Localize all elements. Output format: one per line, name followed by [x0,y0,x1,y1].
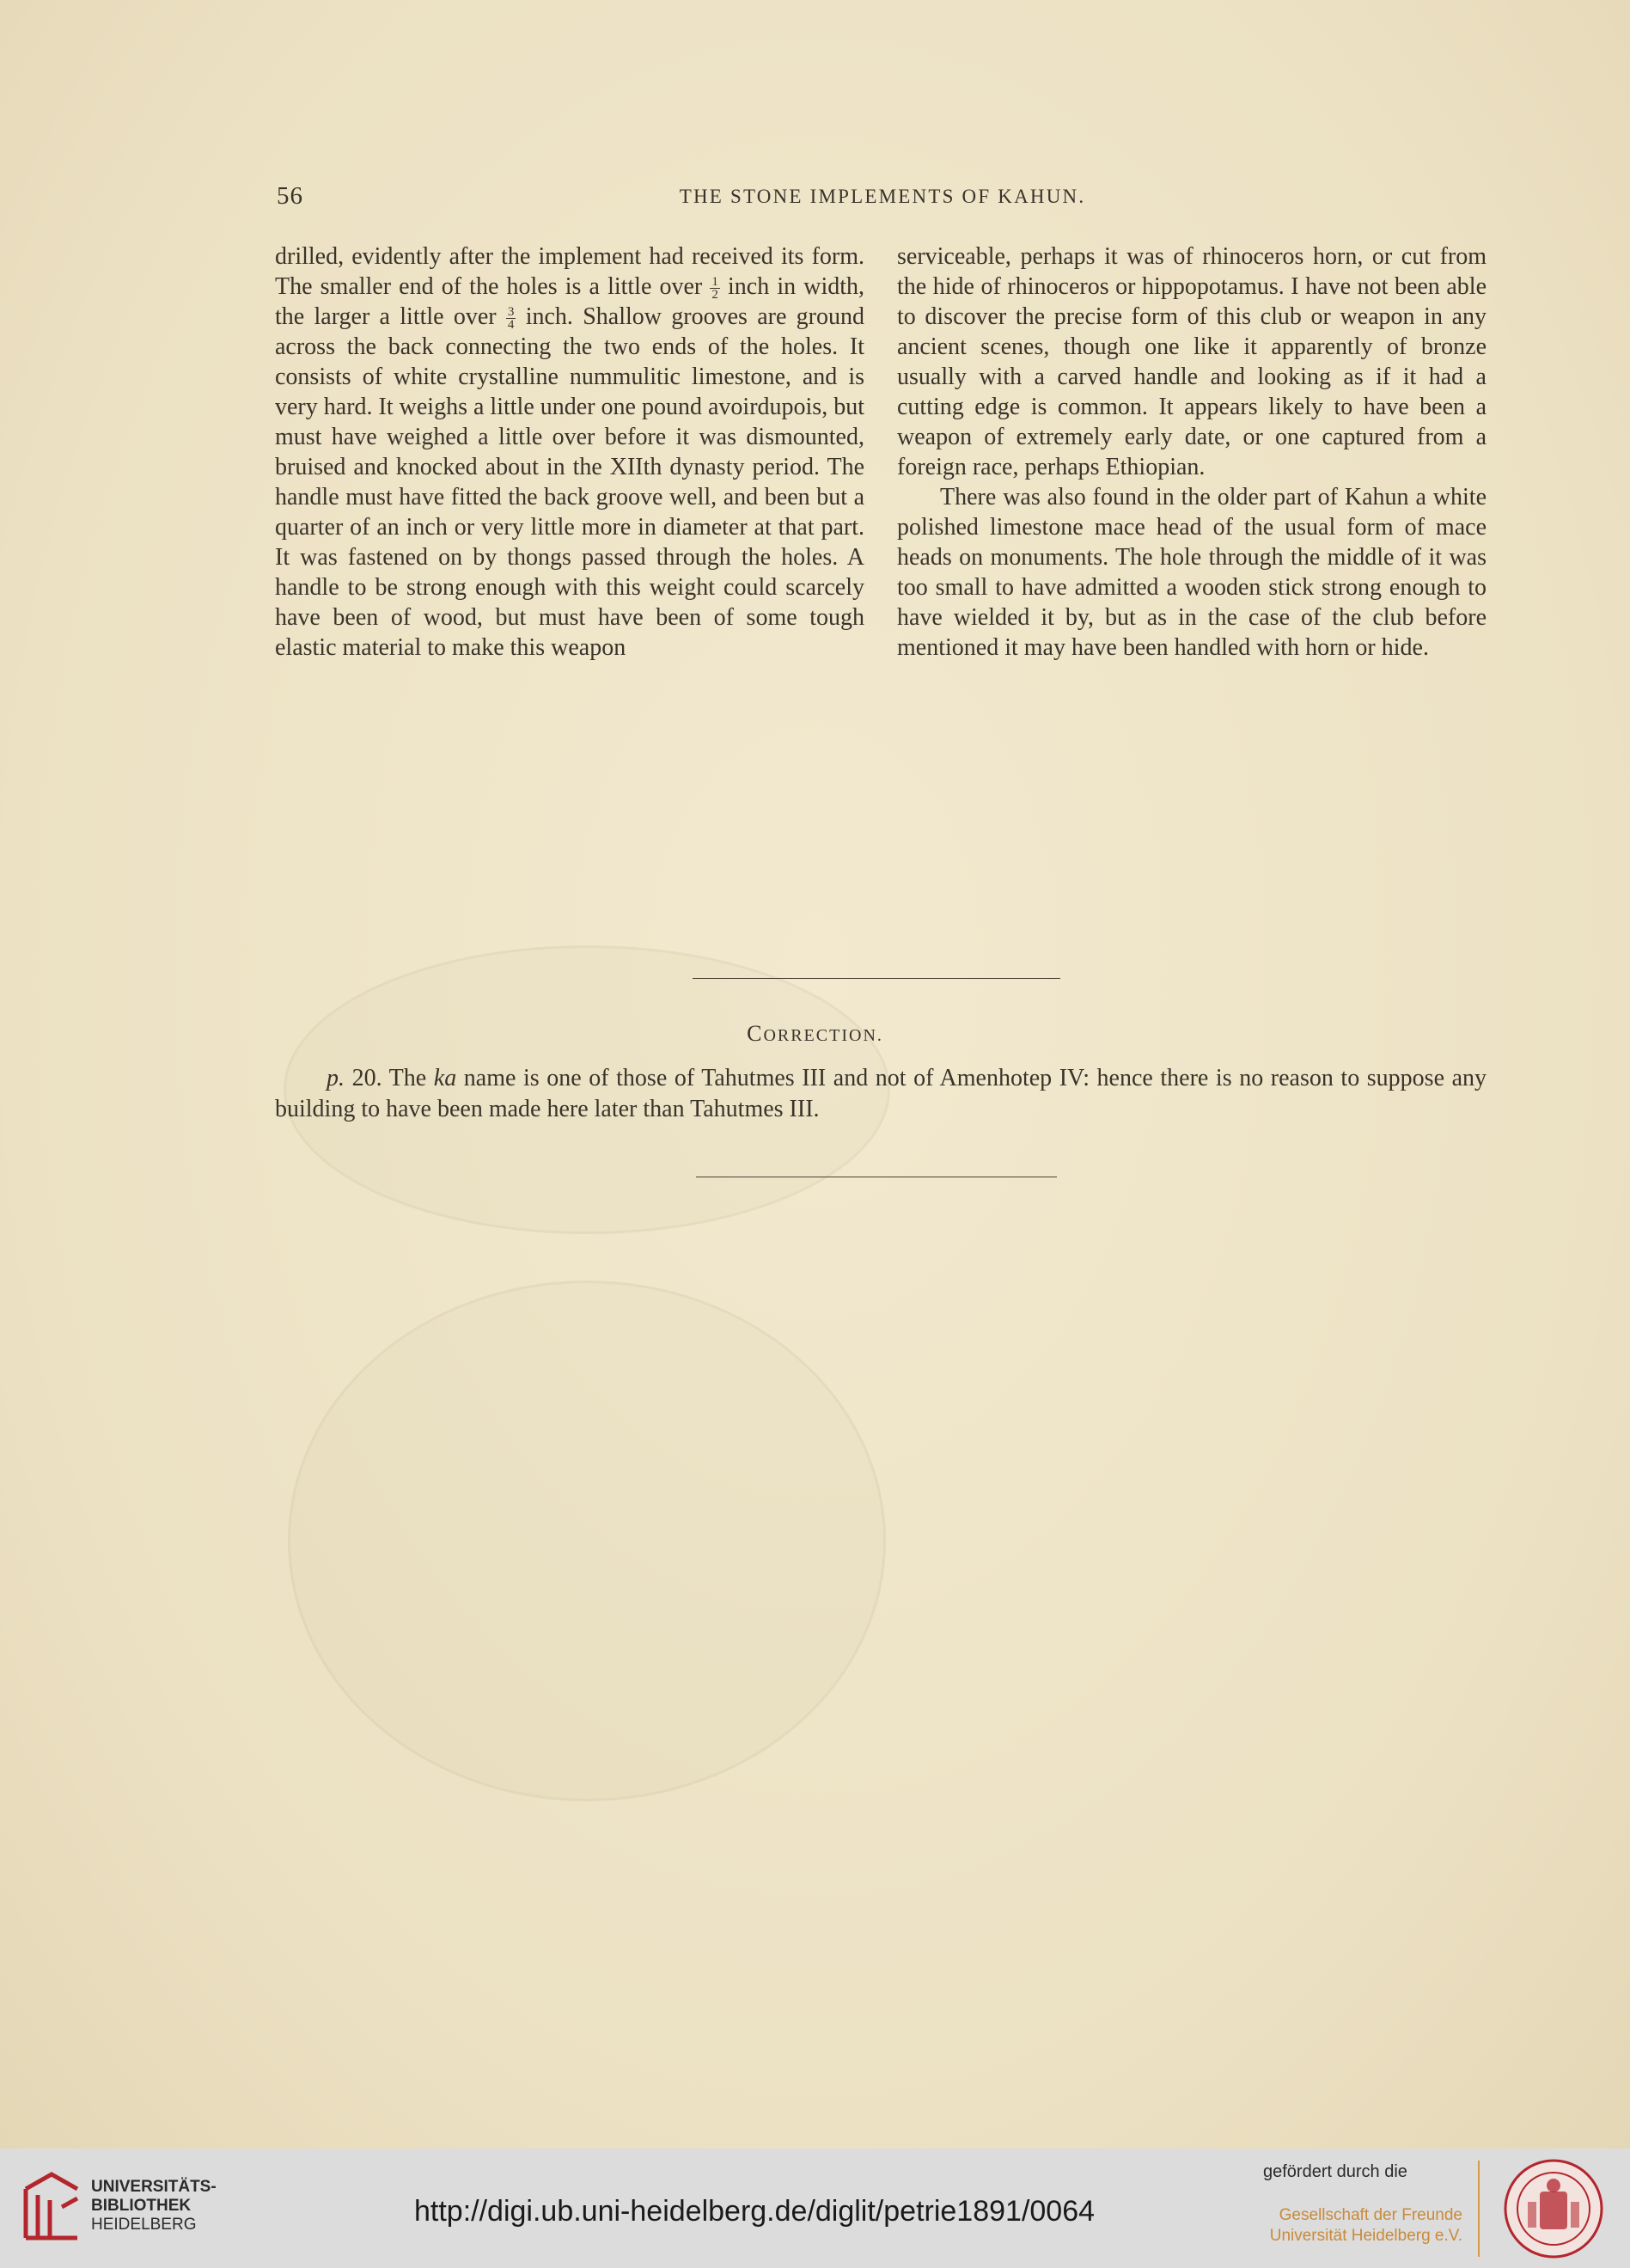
footer-bar [0,2149,1630,2268]
library-name[interactable] [91,2178,217,2234]
italic-term: ka [433,1065,457,1091]
text-run: inch. Shallow grooves are ground across the back connecting the two ends of the holes. It consists of white crystalline nummulitic limestone, and is very hard. It weighs a little under one pound avoirdupois, but must have weighed a little over before it was dismounted, bruised and knocked about in the XIIth dynasty period. The handle must have fitted the back groove well, and been but a quarter of an inch or very little more in diameter at that part. It was fastened on by thongs passed through the holes. A handle to be strong enough with this weight could scarcely have been of wood, but must have been of some tough elastic material to make this weapon [275,303,864,661]
library-name-line: UNIVERSITÄTS- [91,2178,217,2196]
sponsor-name-line: Universität Heidelberg e.V. [1269,2227,1462,2245]
fraction-three-quarters [506,306,516,331]
permalink-url[interactable]: http://digi.ub.uni-heidelberg.de/diglit/petrie1891/0064 [414,2195,1096,2228]
library-name-line: HEIDELBERG [91,2216,197,2234]
divider-rule-top [693,978,1060,979]
running-head [277,182,1488,217]
fraction-numerator: 1 [711,275,718,290]
correction-heading [0,1021,1630,1047]
fraction-denominator: 4 [507,318,515,333]
page-reference: p. [327,1065,345,1091]
text-run: name is one of those of Tahutmes III and not of Amenhotep IV: hence there is no reason to suppose any building to have been made here later than Tahutmes III. [275,1065,1487,1122]
ub-heidelberg-logo-icon[interactable] [17,2167,84,2245]
university-seal-icon[interactable] [1502,2157,1605,2260]
header-title: THE STONE IMPLEMENTS OF KAHUN. [679,186,1086,207]
fraction-denominator: 2 [711,288,718,303]
text-run: drilled, evidently after the implement had received its form. The smaller end of the holes is a little over [275,243,864,300]
bleed-through-shape [288,1281,886,1801]
heading-initial: C [747,1021,764,1046]
heading-small-caps: ORRECTION. [763,1026,883,1045]
right-paragraph-1: serviceable, perhaps it was of rhinoceros horn, or cut from the hide of rhinoceros or hippopotamus. I have not been able to discover the precise form of this club or weapon in any ancient scenes, though one like it apparently of bronze usually with a carved handle and looking as if it had a cutting edge is common. It appears likely to have been a weapon of extremely early date, or one captured from a foreign race, perhaps Ethiopian. [897,243,1487,480]
sponsor-divider [1478,2161,1480,2257]
page-number: 56 [277,182,303,210]
fraction-numerator: 3 [507,305,515,320]
library-name-line: BIBLIOTHEK [91,2197,192,2215]
left-paragraph [275,241,864,663]
sponsor-name-line: Gesellschaft der Freunde [1279,2206,1462,2224]
fraction-half [710,276,720,301]
right-paragraph-2: There was also found in the older part of Kahun a white polished limestone mace head of the usual form of mace heads on monuments. The hole through the middle of it was too small to have admitted a wooden stick strong enough to have wielded it by, but as in the case of the club before mentioned it may have been handled with horn or hide. [897,484,1487,661]
page-reference-number: 20. [345,1065,382,1091]
left-column [275,241,864,663]
text-run: inch in width, the larger a little over [275,273,865,330]
sponsor-label: gefördert durch die [1263,2162,1407,2181]
sponsor-name[interactable] [1256,2205,1462,2247]
text-run: The [382,1065,434,1091]
correction-text [275,1063,1487,1125]
right-column [897,241,1487,663]
